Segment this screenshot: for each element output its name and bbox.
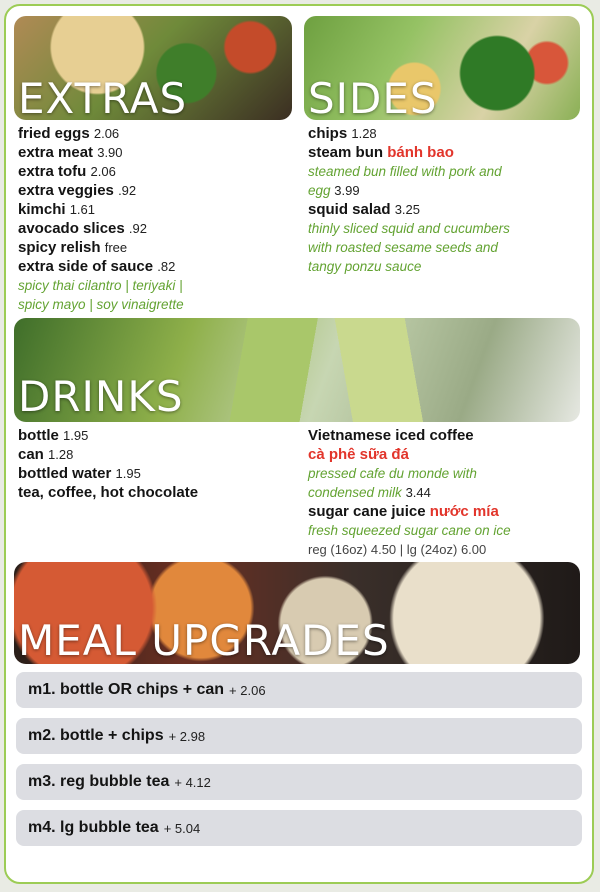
sauce-options: spicy mayo | soy vinaigrette [18, 297, 184, 312]
upgrade-price: + 5.04 [163, 820, 201, 836]
list-item: extra side of sauce .82 [18, 258, 176, 275]
item-description: steamed bun filled with pork and [308, 164, 502, 179]
meal-upgrades-banner-photo [14, 562, 580, 664]
drinks-list-right [308, 426, 584, 559]
list-item: extra tofu 2.06 [18, 163, 116, 180]
list-item: fried eggs 2.06 [18, 125, 120, 142]
upgrade-row-m3 [16, 764, 582, 800]
upgrade-row-m1 [16, 672, 582, 708]
list-item: steam bun bánh bao [308, 144, 454, 161]
drinks-list-left [18, 426, 298, 502]
drinks-heading: DRINKS [18, 372, 184, 421]
list-item: kimchi 1.61 [18, 201, 96, 218]
list-item: squid salad 3.25 [308, 201, 421, 218]
list-item: spicy relish free [18, 239, 128, 256]
list-item: sugar cane juice nước mía [308, 503, 499, 520]
upgrade-row-m4 [16, 810, 582, 846]
drinks-banner-photo [14, 318, 580, 422]
item-description: egg 3.99 [308, 183, 360, 198]
list-item: can 1.28 [18, 446, 74, 463]
upgrade-price: + 2.06 [229, 682, 266, 698]
meal-upgrades-heading: MEAL UPGRADES [18, 616, 390, 664]
sides-banner-photo [304, 16, 580, 120]
sauce-options: spicy thai cilantro | teriyaki | [18, 278, 183, 293]
upgrade-label: m3. reg bubble tea [28, 773, 170, 790]
item-description: thinly sliced squid and cucumbers [308, 221, 510, 236]
sides-heading: SIDES [308, 74, 438, 120]
upgrade-price: + 2.98 [168, 728, 206, 744]
list-item: avocado slices .92 [18, 220, 147, 237]
item-description: condensed milk 3.44 [308, 485, 431, 500]
item-description: tangy ponzu sauce [308, 259, 422, 274]
upgrade-price: + 4.12 [174, 774, 211, 790]
list-item: chips 1.28 [308, 125, 377, 142]
sides-list [308, 124, 584, 276]
extras-banner-photo [14, 16, 292, 120]
extras-heading: EXTRAS [18, 74, 188, 120]
item-description: pressed cafe du monde with [308, 466, 477, 481]
list-item: Vietnamese iced coffee [308, 427, 474, 444]
upgrade-label: m1. bottle OR chips + can [28, 681, 225, 698]
extras-list [18, 124, 298, 314]
size-pricing: reg (16oz) 4.50 | lg (24oz) 6.00 [308, 542, 487, 557]
list-item: bottle 1.95 [18, 427, 89, 444]
item-vietnamese-name: cà phê sữa đá [308, 446, 409, 463]
item-description: with roasted sesame seeds and [308, 240, 498, 255]
upgrade-label: m4. lg bubble tea [28, 819, 159, 836]
list-item: extra meat 3.90 [18, 144, 123, 161]
list-item: bottled water 1.95 [18, 465, 141, 482]
list-item: tea, coffee, hot chocolate [18, 484, 199, 501]
item-description: fresh squeezed sugar cane on ice [308, 523, 511, 538]
list-item: extra veggies .92 [18, 182, 137, 199]
upgrade-row-m2 [16, 718, 582, 754]
upgrade-label: m2. bottle + chips [28, 727, 164, 744]
